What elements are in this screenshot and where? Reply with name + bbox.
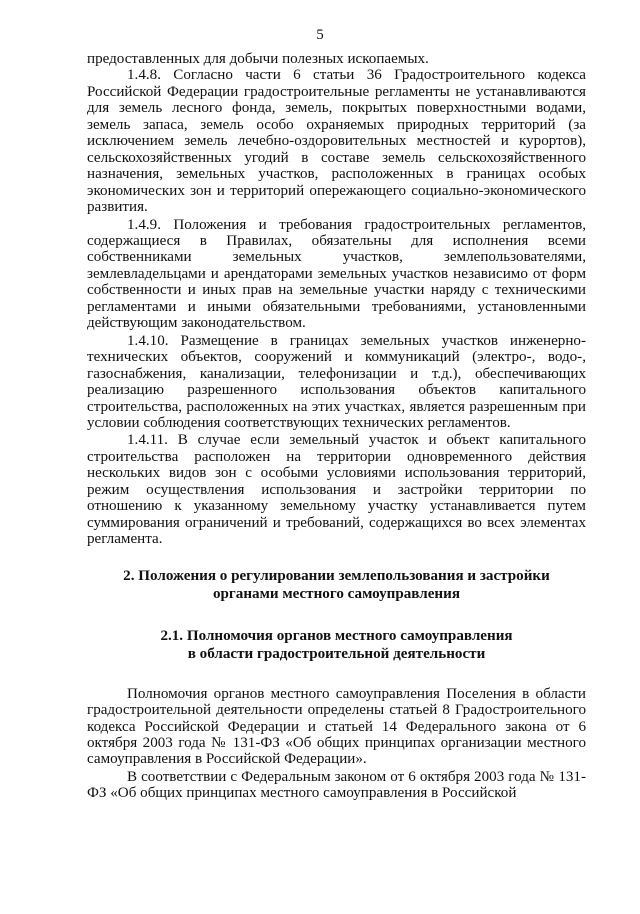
- document-body: [87, 51, 586, 802]
- paragraph-federal-law: В соответствии с Федеральным законом от 6 октября 2003 года № 131-ФЗ «Об общих принципах местного самоуправления в Российской: [87, 768, 586, 802]
- section-heading: [87, 567, 586, 603]
- paragraph-1-4-9: 1.4.9. Положения и требования градостроительных регламентов, содержащиеся в Правилах, обязательны для исполнения всеми собственниками земельных участков, землепользователями, землевладельцами и арендаторами земельных участков независимо от форм собственности и иных прав на земельные участки наряду с техническими регламентами и иными обязательными требованиями, установленными действующим законодательством.: [87, 216, 586, 332]
- section-heading-line-1: 2. Положения о регулировании землепользования и застройки: [123, 567, 550, 584]
- paragraph-1-4-8: 1.4.8. Согласно части 6 статьи 36 Градостроительного кодекса Российской Федерации градостроительные регламенты не устанавливаются для земель лесного фонда, земель, покрытых поверхностными водами, земель запаса, земель особо охраняемых природных территорий (за исключением земель лечебно-оздоровительных местностей и курортов), сельскохозяйственных угодий в составе земель сельскохозяйственного назначения, земельных участков, расположенных в границах особых экономических зон и территорий опережающего социально-экономического развития.: [87, 67, 586, 216]
- paragraph-1-4-10: 1.4.10. Размещение в границах земельных участков инженерно-технических объектов, сооружений и коммуникаций (электро-, водо-, газоснабжения, канализации, телефонизации и т.д.), обеспечивающих реализацию разрешенного использования объектов капитального строительства, расположенных на этих участках, является разрешенным при условии соблюдения соответствующих технических регламентов.: [87, 332, 586, 431]
- page-number: 5: [316, 27, 324, 43]
- section-heading-line-2: органами местного самоуправления: [212, 585, 460, 602]
- subsection-heading-line-2: в области градостроительной деятельности: [187, 645, 486, 662]
- subsection-heading-line-1: 2.1. Полномочия органов местного самоуправления: [160, 627, 513, 644]
- paragraph-1-4-11: 1.4.11. В случае если земельный участок и объект капитального строительства расположен на территории одновременного действия нескольких видов зон с особыми условиями использования территорий, режим осуществления использования и застройки территории по отношению к указанному земельному участку устанавливается путем суммирования ограничений и требований, содержащихся во всех элементах регламента.: [87, 432, 586, 548]
- paragraph-continuation: предоставленных для добычи полезных ископаемых.: [87, 51, 429, 67]
- subsection-heading: [87, 627, 586, 663]
- paragraph-powers: Полномочия органов местного самоуправления Поселения в области градостроительной деятельности определены статьей 8 Градостроительного кодекса Российской Федерации и статьей 14 Федерального закона от 6 октября 2003 года № 131-ФЗ «Об общих принципах организации местного самоуправления в Российской Федерации».: [87, 685, 586, 768]
